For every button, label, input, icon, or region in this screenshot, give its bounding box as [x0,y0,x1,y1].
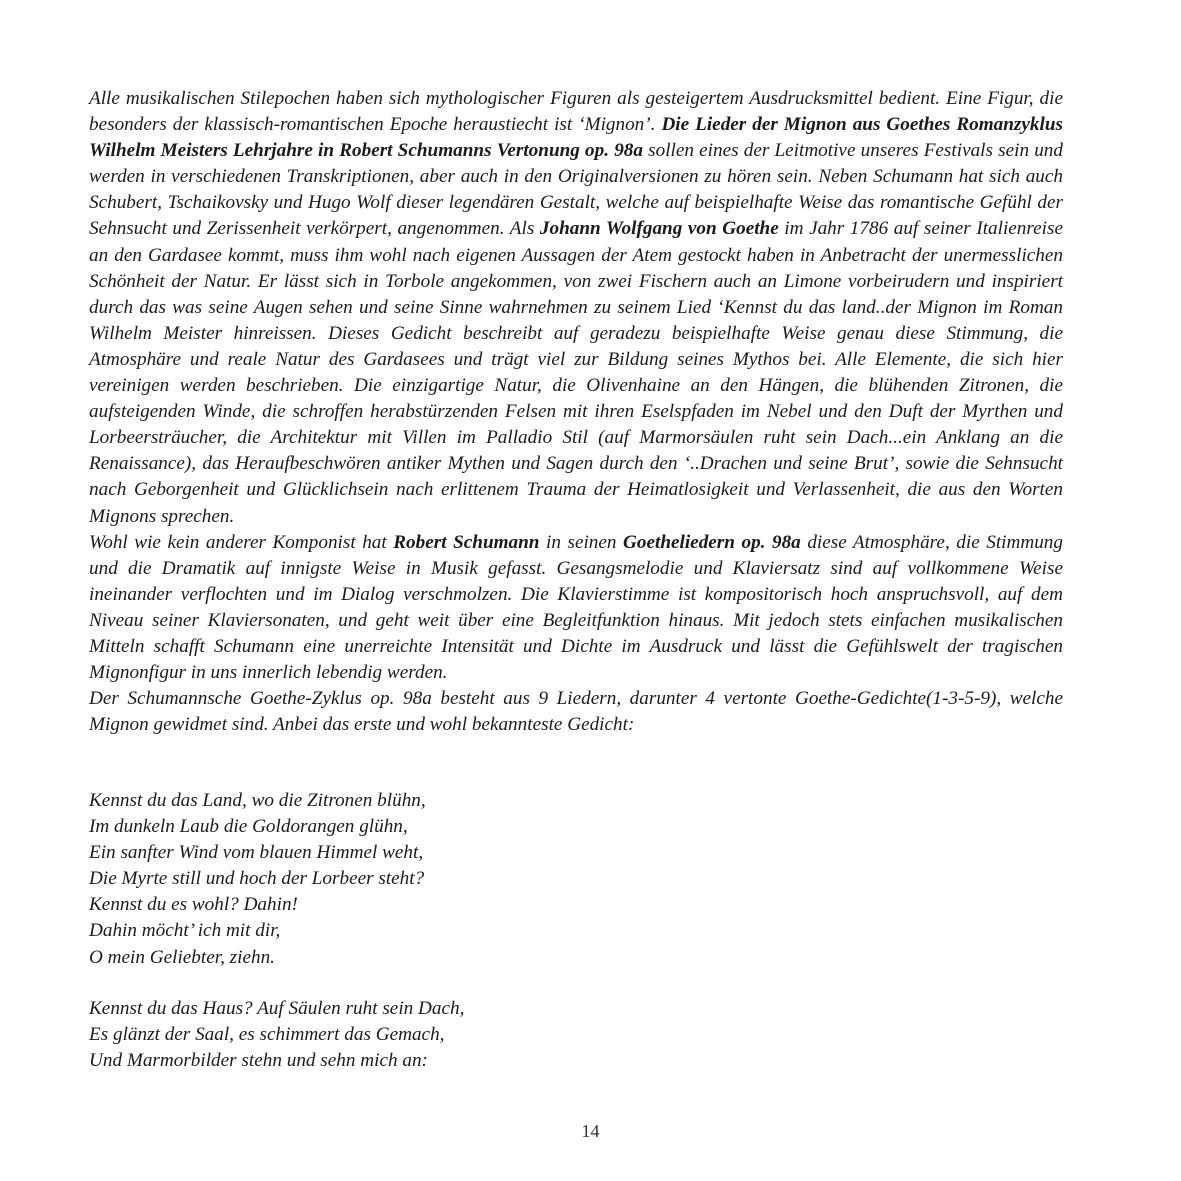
poem-line: Kennst du es wohl? Dahin! [89,894,298,916]
poem-line: O mein Geliebter, ziehn. [89,946,275,968]
poem-line: Ein sanfter Wind vom blauen Himmel weht, [89,842,424,864]
bold-goethe-name: Johann Wolfgang von Goethe [539,218,779,240]
paragraph-mignon-intro [89,86,1063,530]
page-number: 14 [581,1121,600,1141]
poem-line: Kennst du das Haus? Auf Säulen ruht sein Dach, [89,998,465,1019]
bold-mignon-lieder: Die Lieder der Mignon aus Goethes Romanzyklus Wilhelm Meisters Lehrjahre in Robert Schumanns Vertonung op. 98a [89,114,1063,162]
bold-schumann-name: Robert Schumann [393,531,540,553]
poem-line: Die Myrte still und hoch der Lorbeer steht? [89,868,425,890]
poem-line: Kennst du das Land, wo die Zitronen blühn, [89,790,426,811]
poem-line: Im dunkeln Laub die Goldorangen glühn, [89,816,408,838]
body-text [89,86,1063,738]
poem-line: Es glänzt der Saal, es schimmert das Gemach, [89,1024,445,1046]
poem-stanza-2 [89,996,689,1074]
schumann-text-cont: in seinen [539,531,624,553]
schumann-text-end: diese Atmosphäre, die Stimmung und die Dramatik auf innigste Weise in Musik gefasst. Gesangsmelodie und Klaviersatz sind auf vollkommene Weise ineinander verflochten und im Dialog verschmolzen. Die Klavierstimme ist kompositorisch hoch anspruchsvoll, auf dem Niveau seiner Klaviersonaten, und geht weit über eine Begleitfunktion hinaus. Mit jedoch stets einfachen musikalischen Mitteln schafft Schumann eine unerreichte Intensität und Dichte im Ausdruck und lässt die Gefühlswelt der tragischen Mignonfigur in uns innerlich lebendig werden. [89,531,1063,684]
bold-goethelieder: Goetheliedern op. 98a [623,531,801,553]
intro-text-end: im Jahr 1786 auf seiner Italienreise an den Gardasee kommt, muss ihm wohl nach eigenen Aussagen der Atem gestockt haben in Anbetracht der unermesslichen Schönheit der Natur. Er lässt sich in Torbole angekommen, von zwei Fischern auch an Limone vorbeirudern und inspiriert durch das was seine Augen sehen und seine Sinne wahrnehmen zu seinem Lied ‘Kennst du das land..der Mignon im Roman Wilhelm Meister hinreissen. Dieses Gedicht beschreibt auf geradezu beispielhafte Weise genau diese Stimmung, die Atmosphäre und reale Natur des Gardasees und trägt viel zur Bildung seines Mythos bei. Alle Elemente, die sich hier vereinigen werden beschrieben. Die einzigartige Natur, die Olivenhaine an den Hängen, die blühenden Zitronen, die aufsteigenden Winde, die schroffen herabstürzenden Felsen mit ihren Eselspfaden im Nebel und den Duft der Myrthen und Lorbeersträucher, die Architektur mit Villen im Palladio Stil (auf Marmorsäulen ruht sein Dach...ein Anklang an die Renaissance), das Heraufbeschwören antiker Mythen und Sagen durch den ‘..Drachen und seine Brut’, sowie die Sehnsucht nach Geborgenheit und Glücklichsein nach erlittenem Trauma der Heimatlosigkeit und Verlassenheit, die aus den Worten Mignons sprechen. [89,218,1063,527]
poem-line: Und Marmorbilder stehn und sehn mich an: [89,1050,428,1072]
poem-line: Dahin möcht’ ich mit dir, [89,920,281,942]
schumann-text: Wohl wie kein anderer Komponist hat [89,531,394,553]
intro-text: Alle musikalischen Stilepochen haben sich mythologischer Figuren als gesteigertem Ausdrucksmittel bedient. Eine Figur, die besonders der klassisch-romantischen Epoche heraustiecht ist ‘Mignon’. [89,88,1063,136]
paragraph-schumann [89,530,1063,687]
intro-text-cont: sollen eines der Leitmotive unseres Festivals sein und werden in verschiedenen Transkriptionen, aber auch in den Originalversionen zu hören sein. Neben Schumann hat sich auch Schubert, Tschaikovsky und Hugo Wolf dieser legendären Gestalt, welche auf beispielhafte Weise das romantische Gefühl der Sehnsucht und Zerissenheit verkörpert, angenommen. Als [89,140,1063,240]
poem-stanza-1 [89,788,689,971]
paragraph-zyklus: Der Schumannsche Goethe-Zyklus op. 98a besteht aus 9 Liedern, darunter 4 vertonte Goethe-Gedichte(1-3-5-9), welche Mignon gewidmet sind. Anbei das erste und wohl bekannteste Gedicht: [89,688,1063,736]
